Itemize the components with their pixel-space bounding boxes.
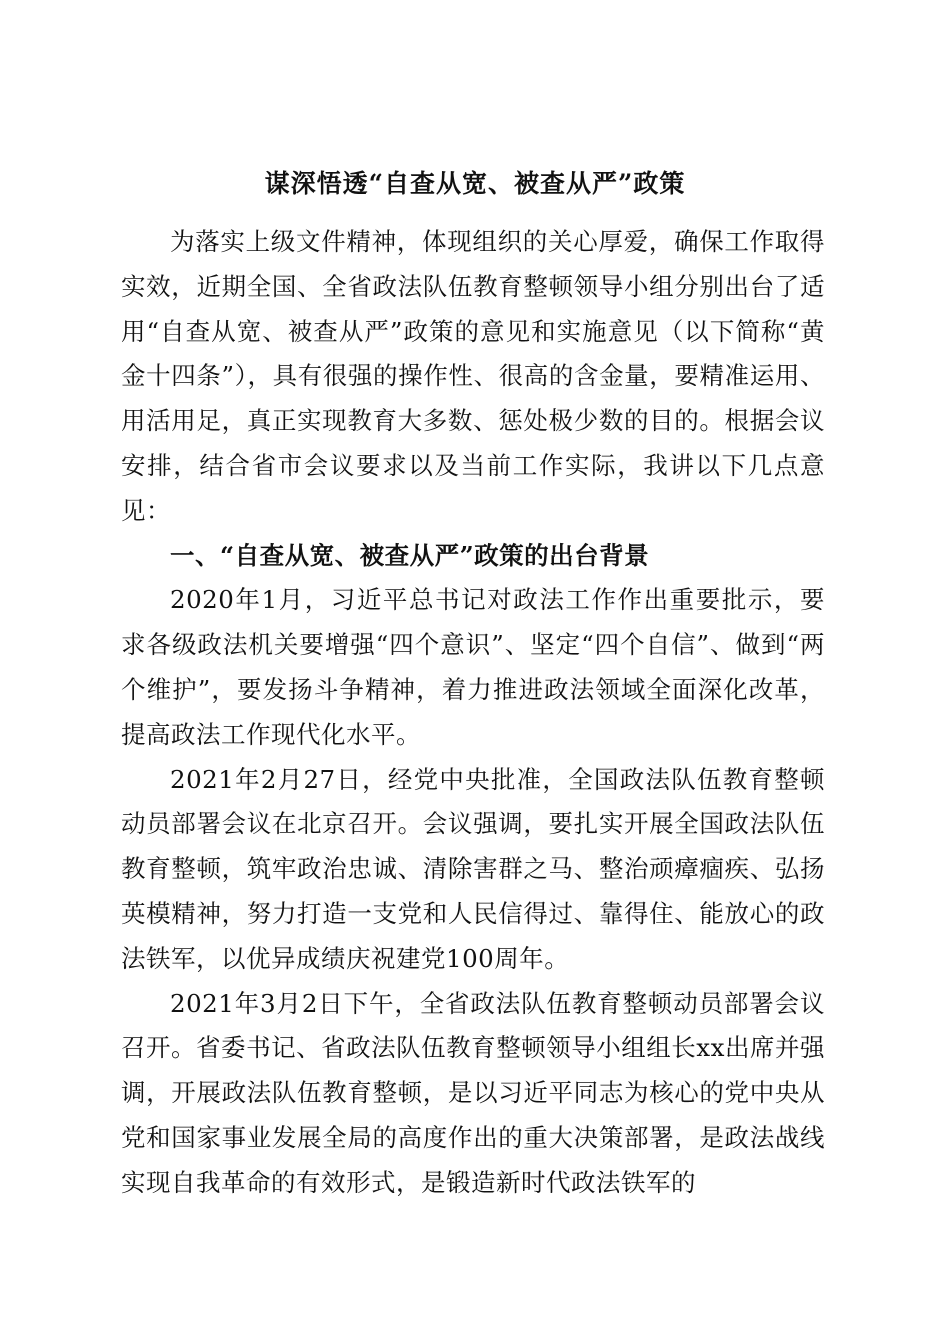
document-title: 谋深悟透“自查从宽、被查从严”政策 [264,169,686,198]
body-paragraph-2: 2021年2月27日，经党中央批准，全国政法队伍教育整顿动员部署会议在北京召开。会议强调，要扎实开展全国政法队伍教育整顿，筑牢政治忠诚、清除害群之马、整治顽瘴痼疾、弘扬英模精神，努力打造一支党和人民信得过、靠得住、能放心的政法铁军，以优异成绩庆祝建党100周年。 [121,764,825,973]
section-heading: 一、“自查从宽、被查从严”政策的出台背景 [170,540,650,570]
body-paragraph-3: 2021年3月2日下午，全省政法队伍教育整顿动员部署会议召开。省委书记、省政法队伍教育整顿领导小组组长xx出席并强调，开展政法队伍教育整顿，是以习近平同志为核心的党中央从党和国家事业发展全局的高度作出的重大决策部署，是政法战线实现自我革命的有效形式，是锻造新时代政法铁军的 [121,988,825,1197]
document-body [121,220,825,1206]
intro-paragraph: 为落实上级文件精神，体现组织的关心厚爱，确保工作取得实效，近期全国、全省政法队伍教育整顿领导小组分别出台了适用“自查从宽、被查从严”政策的意见和实施意见（以下简称“黄金十四条”），具有很强的操作性、很高的含金量，要精准运用、用活用足，真正实现教育大多数、惩处极少数的目的。根据会议安排，结合省市会议要求以及当前工作实际，我讲以下几点意见： [121,227,825,525]
body-paragraph-1: 2020年1月，习近平总书记对政法工作作出重要批示，要求各级政法机关要增强“四个意识”、坚定“四个自信”、做到“两个维护”，要发扬斗争精神，着力推进政法领域全面深化改革，提高政法工作现代化水平。 [121,585,825,749]
